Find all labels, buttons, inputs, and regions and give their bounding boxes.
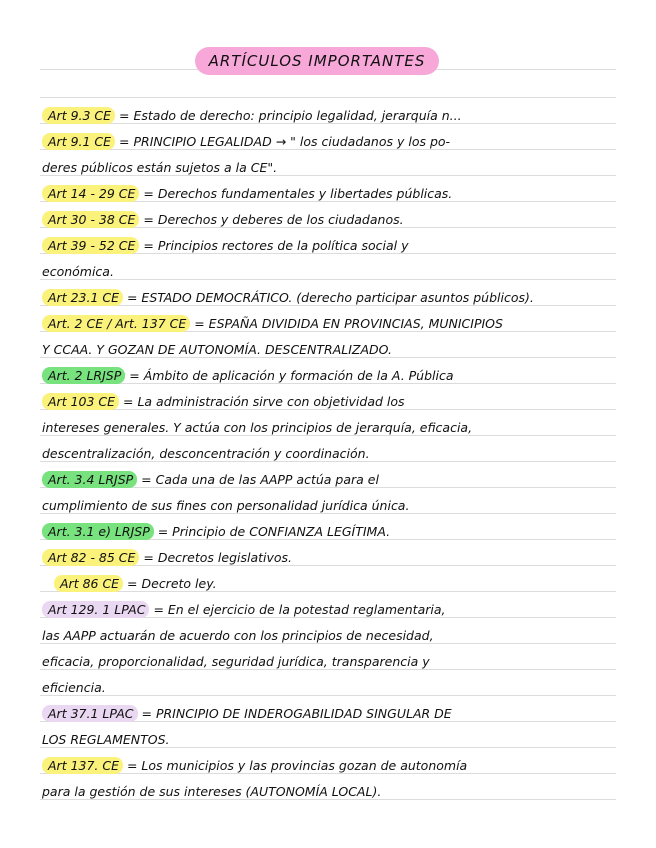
note-text: = PRINCIPIO LEGALIDAD → " los ciudadanos y los po- xyxy=(115,134,451,149)
note-text: = Los municipios y las provincias gozan de autonomía xyxy=(123,758,468,773)
article-tag: Art. 2 LRJSP xyxy=(42,367,125,384)
note-text: = En el ejercicio de la potestad reglamentaria, xyxy=(149,602,446,617)
note-text: = PRINCIPIO DE INDEROGABILIDAD SINGULAR DE xyxy=(137,706,452,721)
article-tag: Art 82 - 85 CE xyxy=(42,549,139,566)
note-text: = ESPAÑA DIVIDIDA EN PROVINCIAS, MUNICIPIOS xyxy=(190,316,503,331)
article-tag: Art 9.1 CE xyxy=(42,133,115,150)
note-text: eficacia, proporcionalidad, seguridad jurídica, transparencia y xyxy=(42,654,430,669)
article-tag: Art. 2 CE / Art. 137 CE xyxy=(42,315,190,332)
article-tag: Art 30 - 38 CE xyxy=(42,211,139,228)
article-tag: Art 86 CE xyxy=(54,575,123,592)
note-text: = Estado de derecho: principio legalidad, jerarquía n... xyxy=(115,108,462,123)
article-tag: Art 9.3 CE xyxy=(42,107,115,124)
note-line xyxy=(42,263,622,281)
note-text: descentralización, desconcentración y coordinación. xyxy=(42,446,370,461)
note-line xyxy=(42,653,622,671)
note-line xyxy=(42,445,622,463)
note-line xyxy=(42,731,622,749)
note-line xyxy=(42,549,622,567)
note-text: económica. xyxy=(42,264,114,279)
note-line xyxy=(42,601,622,619)
note-line xyxy=(42,627,622,645)
note-line xyxy=(42,523,622,541)
note-text: eficiencia. xyxy=(42,680,106,695)
rule-line xyxy=(40,97,616,98)
note-line xyxy=(42,757,622,775)
article-tag: Art 103 CE xyxy=(42,393,119,410)
note-text: = Derechos y deberes de los ciudadanos. xyxy=(139,212,404,227)
page-title: ARTÍCULOS IMPORTANTES xyxy=(195,47,439,75)
note-text: = Decretos legislativos. xyxy=(139,550,293,565)
note-line xyxy=(42,471,622,489)
note-text: para la gestión de sus intereses (AUTONOMÍA LOCAL). xyxy=(42,784,382,799)
article-tag: Art 14 - 29 CE xyxy=(42,185,139,202)
note-line xyxy=(42,419,622,437)
note-text: = Decreto ley. xyxy=(123,576,217,591)
note-text: = Cada una de las AAPP actúa para el xyxy=(137,472,379,487)
note-line xyxy=(42,705,622,723)
article-tag: Art. 3.1 e) LRJSP xyxy=(42,523,154,540)
article-tag: Art 37.1 LPAC xyxy=(42,705,138,722)
article-tag: Art. 3.4 LRJSP xyxy=(42,471,137,488)
note-text: = Principio de CONFIANZA LEGÍTIMA. xyxy=(153,524,391,539)
note-line xyxy=(42,211,622,229)
note-line xyxy=(42,367,622,385)
note-line xyxy=(42,497,622,515)
note-text: Y CCAA. Y GOZAN DE AUTONOMÍA. DESCENTRALIZADO. xyxy=(42,342,392,357)
note-line xyxy=(42,185,622,203)
note-line xyxy=(42,107,622,125)
article-tag: Art 39 - 52 CE xyxy=(42,237,139,254)
note-line xyxy=(42,133,622,151)
note-line xyxy=(42,679,622,697)
note-text: deres públicos están sujetos a la CE". xyxy=(42,160,278,175)
note-line xyxy=(54,575,634,593)
note-line xyxy=(42,341,622,359)
note-text: = ESTADO DEMOCRÁTICO. (derecho participar asuntos públicos). xyxy=(123,290,534,305)
note-text: = Principios rectores de la política social y xyxy=(139,238,409,253)
note-text: LOS REGLAMENTOS. xyxy=(42,732,170,747)
note-line xyxy=(42,237,622,255)
article-tag: Art 129. 1 LPAC xyxy=(42,601,149,618)
note-line xyxy=(42,159,622,177)
note-text: = La administración sirve con objetividad los xyxy=(119,394,405,409)
note-text: las AAPP actuarán de acuerdo con los principios de necesidad, xyxy=(42,628,434,643)
note-line xyxy=(42,783,622,801)
article-tag: Art 137. CE xyxy=(42,757,123,774)
note-text: intereses generales. Y actúa con los principios de jerarquía, eficacia, xyxy=(42,420,473,435)
note-line xyxy=(42,315,622,333)
note-text: cumplimiento de sus fines con personalidad jurídica única. xyxy=(42,498,410,513)
note-text: = Derechos fundamentales y libertades públicas. xyxy=(139,186,453,201)
note-line xyxy=(42,289,622,307)
note-text: = Ámbito de aplicación y formación de la A. Pública xyxy=(125,368,454,383)
article-tag: Art 23.1 CE xyxy=(42,289,123,306)
note-line xyxy=(42,393,622,411)
